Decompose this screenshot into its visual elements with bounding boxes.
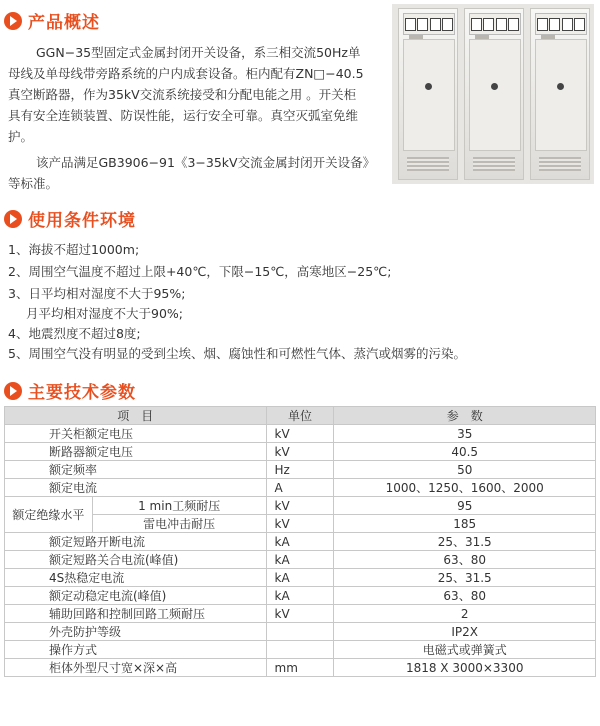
row-unit: kV [266, 605, 334, 623]
table-row [5, 551, 596, 569]
row-value: 电磁式或弹簧式 [334, 641, 596, 659]
arrow-bullet-icon [4, 12, 22, 30]
row-value: 25、31.5 [334, 569, 596, 587]
row-value: 50 [334, 461, 596, 479]
table-row [5, 641, 596, 659]
table-row [5, 479, 596, 497]
table-row [5, 623, 596, 641]
insulation-group-label: 额定绝缘水平 [5, 497, 93, 533]
condition-item: 月平均相对湿度不大于90%; [26, 306, 183, 321]
row-value: 40.5 [334, 443, 596, 461]
row-item: 4S热稳定电流 [5, 569, 267, 587]
row-item: 额定电流 [5, 479, 267, 497]
row-unit: kV [266, 425, 334, 443]
overview-line: 母线及单母线带旁路系统的户内成套设备。柜内配有ZN□−40.5 [8, 66, 364, 81]
cabinet-image [530, 8, 590, 180]
header-value: 参 数 [334, 407, 596, 425]
row-item: 断路器额定电压 [5, 443, 267, 461]
row-value: 35 [334, 425, 596, 443]
row-item: 辅助回路和控制回路工频耐压 [5, 605, 267, 623]
row-item: 额定动稳定电流(峰值) [5, 587, 267, 605]
cabinet-image [464, 8, 524, 180]
row-item: 雷电冲击耐压 [92, 515, 266, 533]
row-unit: kV [266, 497, 334, 515]
row-unit: kV [266, 515, 334, 533]
section-heading-conditions [4, 206, 136, 231]
arrow-bullet-icon [4, 210, 22, 228]
overview-line: 等标准。 [8, 176, 59, 191]
row-value: 63、80 [334, 551, 596, 569]
switchgear-photo [392, 4, 594, 184]
row-item: 开关柜额定电压 [5, 425, 267, 443]
table-row [5, 461, 596, 479]
condition-item: 3、日平均相对湿度不大于95%; [8, 286, 186, 301]
row-item: 额定短路关合电流(峰值) [5, 551, 267, 569]
arrow-bullet-icon [4, 382, 22, 400]
table-row [5, 533, 596, 551]
row-value: 63、80 [334, 587, 596, 605]
row-item: 额定短路开断电流 [5, 533, 267, 551]
table-row [5, 515, 596, 533]
row-unit: kA [266, 587, 334, 605]
table-row [5, 569, 596, 587]
overview-line: 该产品满足GB3906−91《3−35kV交流金属封闭开关设备》 [36, 155, 376, 170]
row-item: 外壳防护等级 [5, 623, 267, 641]
row-value: 1818 X 3000×3300 [334, 659, 596, 677]
row-unit: kV [266, 443, 334, 461]
section-title: 产品概述 [28, 13, 100, 33]
section-heading-params [4, 378, 136, 403]
row-item: 操作方式 [5, 641, 267, 659]
table-row [5, 605, 596, 623]
table-header-row [5, 407, 596, 425]
overview-line: 护。 [8, 129, 34, 144]
row-unit: kA [266, 551, 334, 569]
row-unit: Hz [266, 461, 334, 479]
row-unit [266, 641, 334, 659]
condition-item: 5、周围空气没有明显的受到尘埃、烟、腐蚀性和可燃性气体、蒸汽或烟雾的污染。 [8, 346, 466, 361]
table-row [5, 425, 596, 443]
overview-line: 真空断路器，作为35kV交流系统接受和分配电能之用 。开关柜 [8, 87, 357, 102]
condition-item: 1、海拔不超过1000m; [8, 242, 140, 257]
row-item: 柜体外型尺寸宽×深×高 [5, 659, 267, 677]
overview-line: GGN−35型固定式金属封闭开关设备，系三相交流50Hz单 [36, 45, 361, 60]
row-value: 185 [334, 515, 596, 533]
table-row [5, 443, 596, 461]
row-value: 95 [334, 497, 596, 515]
row-value: 2 [334, 605, 596, 623]
row-item: 额定频率 [5, 461, 267, 479]
condition-item: 2、周围空气温度不超过上限+40℃，下限−15℃，高寒地区−25℃; [8, 264, 392, 279]
row-value: 25、31.5 [334, 533, 596, 551]
row-unit: mm [266, 659, 334, 677]
overview-line: 具有安全连锁装置、防误性能，运行安全可靠。真空灭弧室免维 [8, 108, 359, 123]
section-heading-overview [4, 8, 100, 33]
row-value: 1000、1250、1600、2000 [334, 479, 596, 497]
table-row [5, 587, 596, 605]
row-value: IP2X [334, 623, 596, 641]
row-unit: kA [266, 533, 334, 551]
section-title: 主要技术参数 [28, 383, 136, 403]
section-title: 使用条件环境 [28, 211, 136, 231]
cabinet-image [398, 8, 458, 180]
row-unit [266, 623, 334, 641]
tech-params-table [4, 406, 596, 677]
row-unit: kA [266, 569, 334, 587]
row-unit: A [266, 479, 334, 497]
header-unit: 单位 [266, 407, 334, 425]
row-item: 1 min工频耐压 [92, 497, 266, 515]
table-row [5, 497, 596, 515]
header-item: 项 目 [5, 407, 267, 425]
condition-item: 4、地震烈度不超过8度; [8, 326, 141, 341]
table-row [5, 659, 596, 677]
